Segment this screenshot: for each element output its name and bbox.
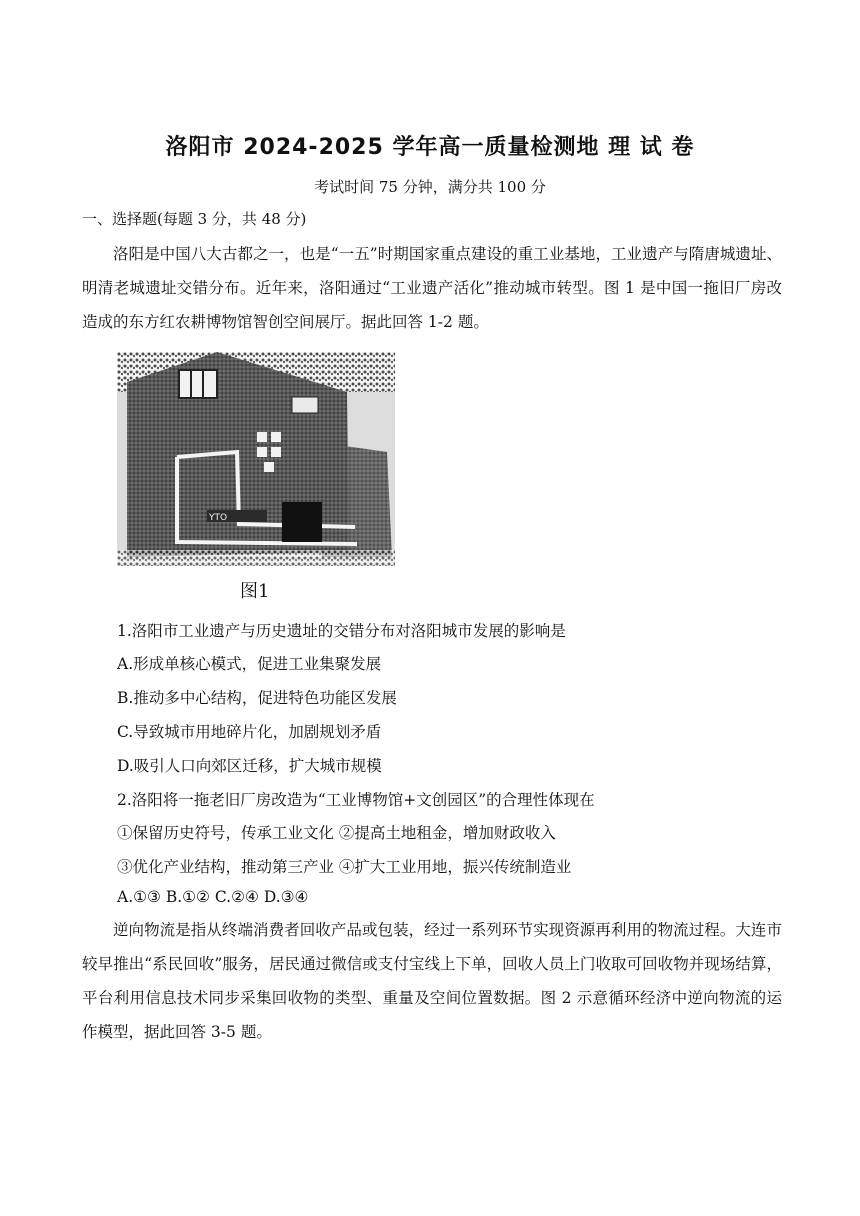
question-1-option-b: B.推动多中心结构，促进特色功能区发展 [117, 689, 397, 707]
exam-subtitle: 考试时间 75 分钟，满分共 100 分 [314, 178, 546, 196]
exam-title: 洛阳市 2024-2025 学年高一质量检测地 理 试 卷 [165, 135, 695, 160]
question-2-options: A.①③ B.①② C.②④ D.③④ [117, 888, 309, 906]
passage-2: 逆向物流是指从终端消费者回收产品或包装，经过一系列环节实现资源再利用的物流过程。大连市较早推出“系民回收”服务，居民通过微信或支付宝线上下单，回收人员上门收取可回收物并现场结算，平台利用信息技术同步采集回收物的类型、重量及空间位置数据。图 2 示意循环经济中逆向物流的运作模型，据此回答 3-5 题。 [82, 921, 782, 1041]
question-2-statement-1: ①保留历史符号，传承工业文化 ②提高土地租金，增加财政收入 [117, 824, 556, 842]
passage-1: 洛阳是中国八大古都之一，也是“一五”时期国家重点建设的重工业基地，工业遗产与隋唐城遗址、明清老城遗址交错分布。近年来，洛阳通过“工业遗产活化”推动城市转型。图 1 是中国一拖旧厂房改造成的东方红农耕博物馆智创空间展厅。据此回答 1-2 题。 [82, 245, 782, 331]
figure-1-photo [117, 352, 395, 566]
question-1-option-d: D.吸引人口向郊区迁移，扩大城市规模 [117, 757, 382, 775]
figure-sign-text: YTO [209, 513, 228, 523]
question-1-option-c: C.导致城市用地碎片化，加剧规划矛盾 [117, 723, 382, 741]
section-heading: 一、选择题(每题 3 分，共 48 分) [82, 210, 307, 228]
figure-1-caption: 图1 [240, 581, 270, 602]
question-2-statement-2: ③优化产业结构，推动第三产业 ④扩大工业用地，振兴传统制造业 [117, 858, 572, 876]
question-1-option-a: A.形成单核心模式，促进工业集聚发展 [117, 655, 382, 673]
question-2-stem: 2.洛阳将一拖老旧厂房改造为“工业博物馆+文创园区”的合理性体现在 [117, 791, 595, 809]
question-1-stem: 1.洛阳市工业遗产与历史遗址的交错分布对洛阳城市发展的影响是 [117, 622, 566, 640]
